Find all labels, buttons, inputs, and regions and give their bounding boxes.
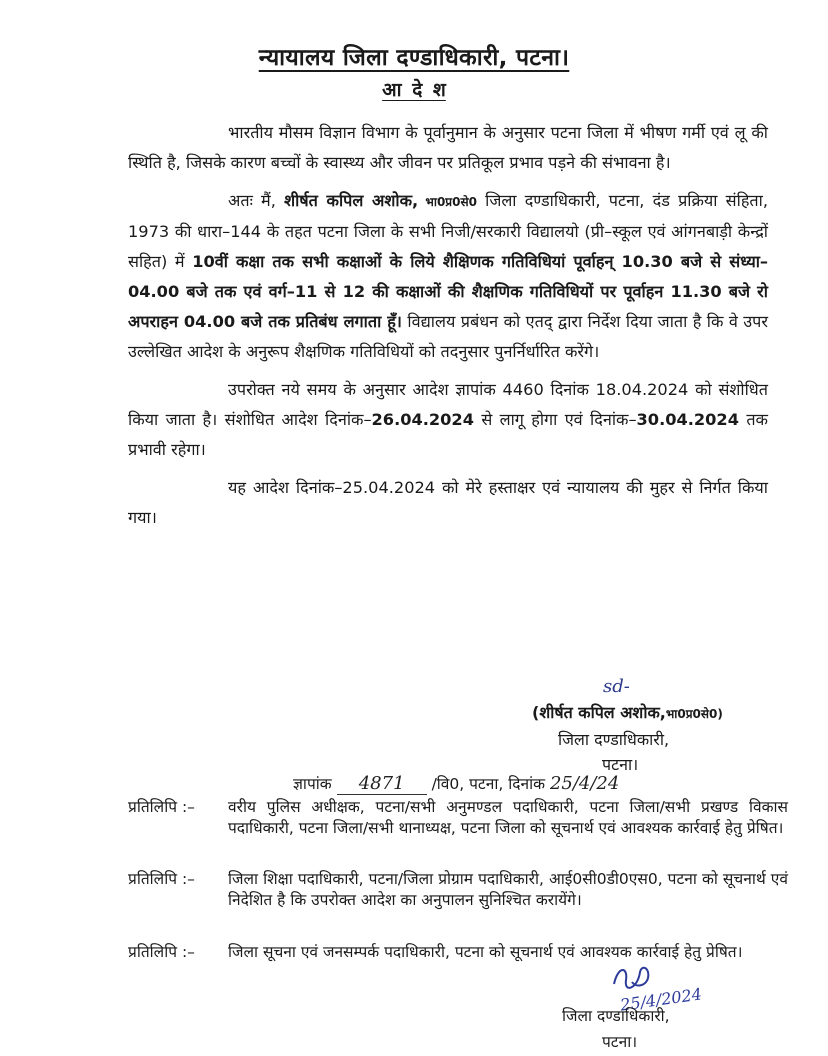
order-heading-text: आ दे श [382, 79, 446, 101]
copy-entry [128, 869, 788, 911]
para2-middle: जिला दण्डाधिकारी, पटना, दंड प्रक्रिया संहिता, 1973 की धारा–144 के तहत पटना जिला के सभी निजी/सरकारी विद्यालयो (प्री–स्कूल एवं आंगनबाड़ी केन्द्रों सहित) में [128, 191, 768, 271]
officer-service: भा0प्र0से0 [418, 195, 477, 209]
court-title [0, 40, 828, 72]
officer-name: शीर्षत कपिल अशोक, [284, 191, 419, 210]
valid-until-date: 30.04.2024 [636, 410, 739, 429]
copy-label: प्रतिलिपि :– [128, 943, 195, 961]
order-heading [0, 76, 828, 102]
memo-suffix: /वि0, पटना, दिनांक [431, 775, 545, 793]
court-title-text: न्यायालय जिला दण्डाधिकारी, पटना। [258, 45, 570, 71]
memo-label: ज्ञापांक [293, 775, 332, 793]
footer-designation: जिला दण्डाधिकारी, [562, 1007, 670, 1025]
memo-date: 25/4/24 [549, 773, 620, 794]
signature-block [532, 700, 723, 777]
para3-b: से लागू होगा एवं दिनांक– [473, 410, 637, 429]
order-body [128, 118, 768, 541]
effective-date: 26.04.2024 [371, 410, 474, 429]
handwritten-date: 25/4/2024 [619, 984, 703, 1015]
signatory-name: (शीर्षत कपिल अशोक, [532, 703, 666, 722]
copy-label: प्रतिलिपि :– [128, 798, 195, 816]
signature-scrawl: sd- [603, 676, 630, 697]
para3-c: तक प्रभावी रहेगा। [128, 410, 768, 459]
initials-scribble-icon [610, 962, 654, 992]
paragraph-2 [128, 186, 768, 367]
signatory-designation: जिला दण्डाधिकारी, [558, 730, 670, 749]
copy-text: वरीय पुलिस अधीक्षक, पटना/सभी अनुमण्डल पदाधिकारी, पटना जिला/सभी प्रखण्ड विकास पदाधिकारी, पटना जिला/सभी थानाध्यक्ष, पटना जिला को सूचनार्थ एवं आवश्यक कार्रवाई हेतु प्रेषित। [228, 798, 788, 837]
footer-place: पटना। [602, 1033, 638, 1051]
para2-end: विद्यालय प्रबंधन को एतद् द्वारा निर्देश दिया जाता है कि वे उपर उल्लेखित आदेश के अनुरूप शैक्षणिक गतिविधियों को तदनुसार पुनर्निर्धारित करेंगे। [128, 312, 768, 361]
memo-line [293, 772, 619, 795]
signatory-line [532, 700, 723, 727]
para3-a: उपरोक्त नये समय के अनुसार आदेश ज्ञापांक 4460 दिनांक 18.04.2024 को संशोधित किया जाता है। संशोधित आदेश दिनांक– [128, 380, 768, 429]
copy-text: जिला शिक्षा पदाधिकारी, पटना/जिला प्रोग्राम पदाधिकारी, आई0सी0डी0एस0, पटना को सूचनार्थ एवं निदेशित है कि उपरोक्त आदेश का अनुपालन सुनिश्चित करायेंगे। [228, 870, 788, 909]
copy-text: जिला सूचना एवं जनसम्पर्क पदाधिकारी, पटना को सूचनार्थ एवं आवश्यक कार्रवाई हेतु प्रेषित। [228, 943, 743, 961]
paragraph-1: भारतीय मौसम विज्ञान विभाग के पूर्वानुमान के अनुसार पटना जिला में भीषण गर्मी एवं लू की स्थिति है, जिसके कारण बच्चों के स्वास्थ्य और जीवन पर प्रतिकूल प्रभाव पड़ने की संभावना है। [128, 123, 768, 172]
copy-label: प्रतिलिपि :– [128, 870, 195, 888]
copy-entry [128, 942, 788, 963]
footer-signature [562, 1003, 670, 1055]
para2-intro: अतः मैं, [228, 191, 285, 210]
copy-entry [128, 797, 788, 839]
paragraph-3 [128, 375, 768, 465]
paragraph-4: यह आदेश दिनांक–25.04.2024 को मेरे हस्ताक्षर एवं न्यायालय की मुहर से निर्गत किया गया। [128, 478, 768, 527]
signatory-place: पटना। [602, 755, 639, 774]
order-restriction: 10वीं कक्षा तक सभी कक्षाओं के लिये शैक्षिणक गतिविधियां पूर्वाहन् 10.30 बजे से संध्या–04.00 बजे तक एवं वर्ग–11 से 12 की कक्षाओं की शैक्षणिक गतिविधियों पर पूर्वाहन 11.30 बजे रो अपराहन 04.00 बजे तक प्रतिबंध लगाता हूँ। [128, 252, 768, 331]
memo-number: 4871 [337, 773, 427, 795]
signatory-service: भा0प्र0से0) [665, 707, 723, 721]
